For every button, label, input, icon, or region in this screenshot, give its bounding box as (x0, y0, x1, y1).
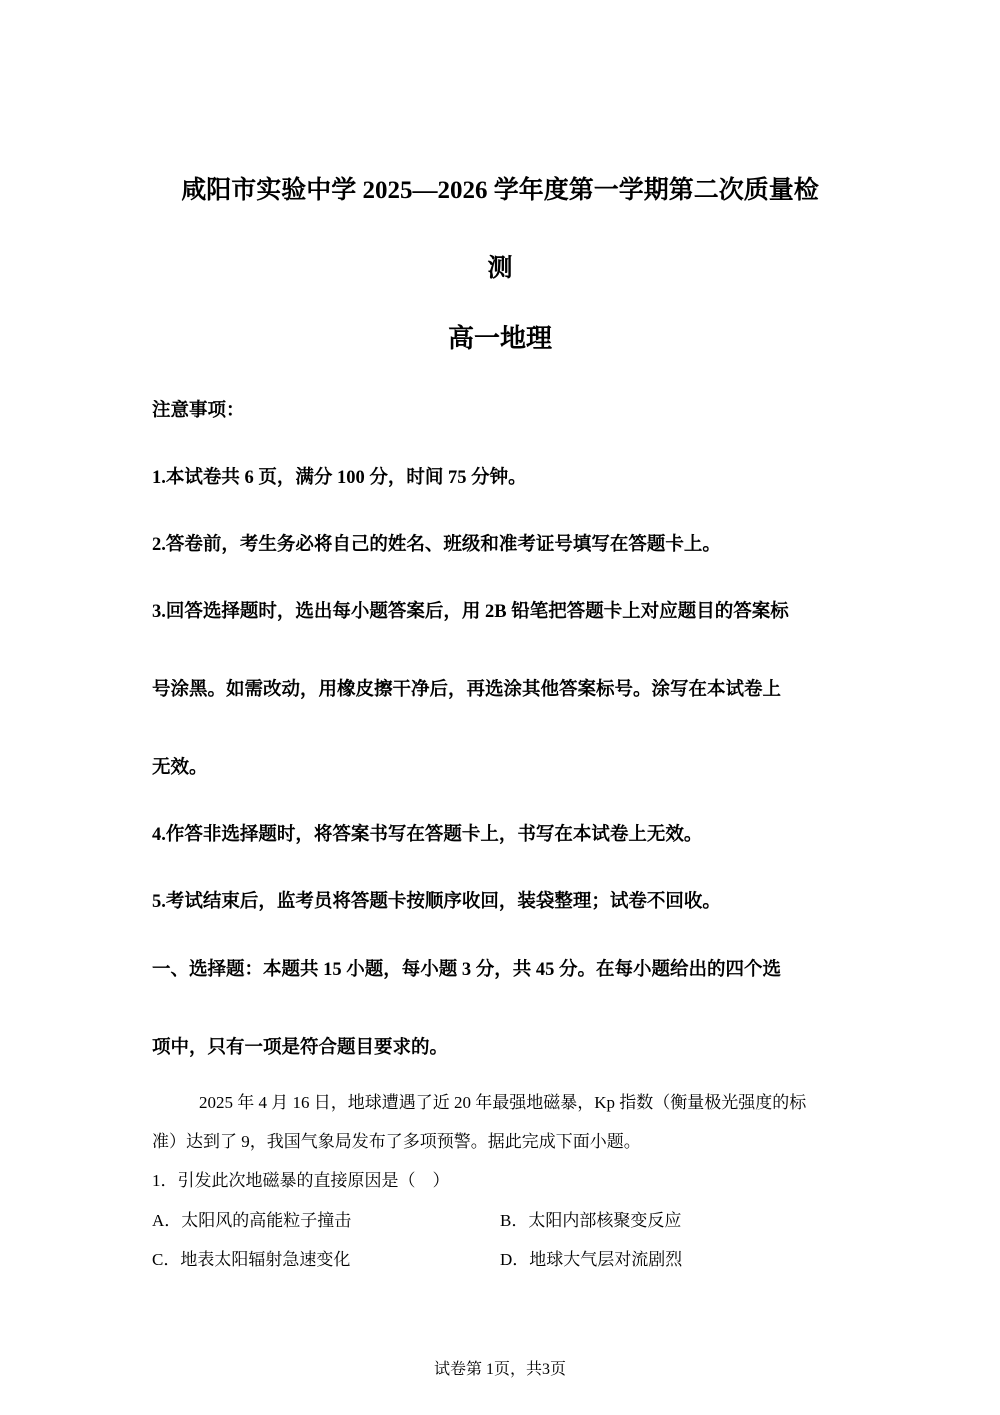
section-heading-line1: 一、选择题：本题共 15 小题，每小题 3 分，共 45 分。在每小题给出的四个选 (152, 960, 782, 980)
exam-title-line1: 咸阳市实验中学 2025—2026 学年度第一学期第二次质量检 (181, 177, 819, 204)
section-heading-line2: 项中，只有一项是符合题目要求的。 (152, 1038, 449, 1058)
passage-line2: 准）达到了 9，我国气象局发布了多项预警。据此完成下面小题。 (152, 1132, 641, 1151)
page-footer: 试卷第 1页，共3页 (433, 1361, 566, 1378)
question-1-option-d: D．地球大气层对流剧烈 (500, 1250, 683, 1269)
passage-line1: 2025 年 4 月 16 日，地球遭遇了近 20 年最强地磁暴，Kp 指数（衡量极光强度的标 (199, 1093, 807, 1112)
notice-item-3-line3: 无效。 (152, 758, 208, 778)
notice-item-4: 4.作答非选择题时，将答案书写在答题卡上，书写在本试卷上无效。 (152, 825, 703, 845)
notice-item-1: 1.本试卷共 6 页，满分 100 分，时间 75 分钟。 (152, 468, 527, 488)
exam-title-line2: 测 (487, 255, 513, 282)
exam-subject: 高一地理 (447, 324, 552, 353)
question-1-option-b: B．太阳内部核聚变反应 (500, 1211, 682, 1230)
question-1-option-a: A．太阳风的高能粒子撞击 (152, 1211, 352, 1230)
notice-heading: 注意事项： (152, 401, 245, 421)
notice-item-2: 2.答卷前，考生务必将自己的姓名、班级和准考证号填写在答题卡上。 (152, 535, 721, 555)
question-1-option-c: C．地表太阳辐射急速变化 (152, 1250, 351, 1269)
notice-item-3-line1: 3.回答选择题时，选出每小题答案后，用 2B 铅笔把答题卡上对应题目的答案标 (152, 602, 789, 622)
notice-item-3-line2: 号涂黑。如需改动，用橡皮擦干净后，再选涂其他答案标号。涂写在本试卷上 (152, 680, 782, 700)
notice-item-5: 5.考试结束后，监考员将答题卡按顺序收回，装袋整理；试卷不回收。 (152, 892, 721, 912)
question-1-stem: 1．引发此次地磁暴的直接原因是（ ） (152, 1171, 450, 1190)
